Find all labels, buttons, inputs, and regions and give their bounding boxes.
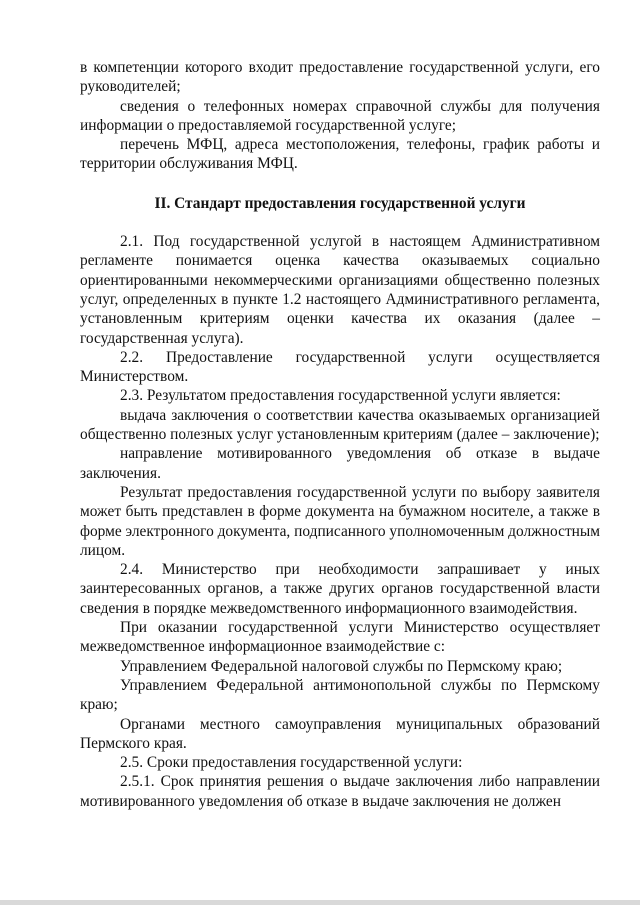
paragraph-interaction: При оказании государственной услуги Министерство осуществляет межведомственное информационное взаимодействие с:	[80, 619, 600, 656]
paragraph-result-1: выдача заключения о соответствии качества оказываемых организацией общественно полезных услуг установленным критериям (далее – заключение);	[80, 406, 600, 444]
paragraph-2-5-1: 2.5.1. Срок принятия решения о выдаче заключения либо направлении мотивированного уведомления об отказе в выдаче заключения не должен	[80, 773, 600, 810]
scan-bottom-edge	[0, 900, 640, 905]
paragraph-result-form: Результат предоставления государственной услуги по выбору заявителя может быть представлен в форме документа на бумажном носителе, а также в форме электронного документа, подписанного уполномоченным должностным лицом.	[80, 483, 600, 559]
paragraph-antimonopoly-service: Управлением Федеральной антимонопольной службы по Пермскому краю;	[80, 676, 600, 714]
paragraph-result-2: направление мотивированного уведомления об отказе в выдаче заключения.	[80, 445, 600, 482]
paragraph-top-2: сведения о телефонных номерах справочной службы для получения информации о предоставляемой государственной услуге;	[80, 97, 600, 134]
paragraph-top-3: перечень МФЦ, адреса местоположения, телефоны, график работы и территории обслуживания МФЦ.	[80, 136, 600, 173]
document-text	[80, 58, 600, 811]
paragraph-2-1: 2.1. Под государственной услугой в настоящем Административном регламенте понимается оценка качества оказываемых социально ориентированными некоммерческими организациями общественно полезных услуг, определенных в пункте 1.2 настоящего Административного регламента, установленным критериям оценки качества их оказания (далее – государственная услуга).	[80, 233, 600, 347]
paragraph-2-3: 2.3. Результатом предоставления государственной услуги является:	[120, 387, 561, 405]
section-heading: II. Стандарт предоставления государственной услуги	[154, 194, 526, 212]
paragraph-local-government: Органами местного самоуправления муниципальных образований Пермского края.	[80, 715, 600, 752]
paragraph-2-5: 2.5. Сроки предоставления государственной услуги:	[120, 754, 463, 772]
paragraph-top-1: в компетенции которого входит предоставление государственной услуги, его руководителей;	[80, 59, 600, 96]
paragraph-tax-service: Управлением Федеральной налоговой службы по Пермскому краю;	[120, 657, 563, 675]
paragraph-2-2: 2.2. Предоставление государственной услуги осуществляется Министерством.	[80, 348, 600, 386]
paragraph-2-4: 2.4. Министерство при необходимости запрашивает у иных заинтересованных органов, а также других органов государственной власти сведения в порядке межведомственного информационного взаимодействия.	[80, 561, 600, 617]
